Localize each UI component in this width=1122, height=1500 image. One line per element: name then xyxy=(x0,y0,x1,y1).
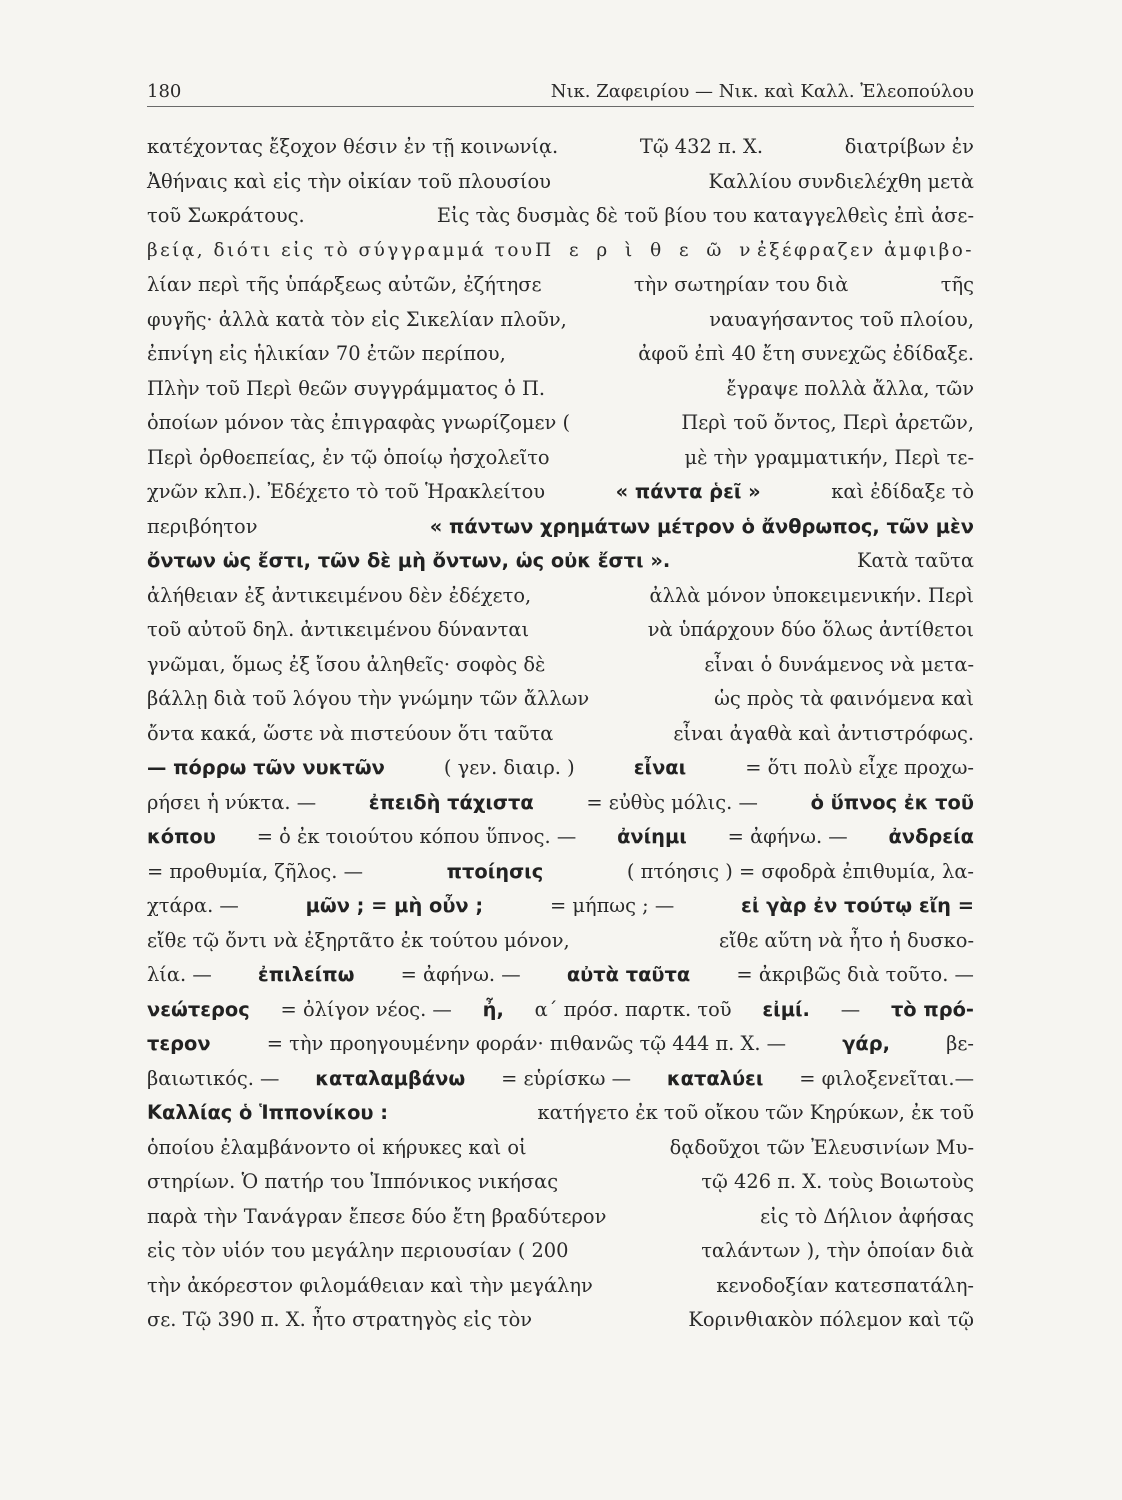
glossary-line xyxy=(147,924,974,959)
text-run: τὴν ἀκόρεστον φιλομάθειαν καὶ τὴν μεγάλην xyxy=(147,1273,593,1297)
text-run: ὁποίου ἐλαμβάνοντο οἱ κήρυκες καὶ οἱ xyxy=(147,1135,527,1159)
text-line xyxy=(147,406,974,441)
bold-term: νεώτερος xyxy=(147,997,250,1021)
text-run: Ἀθήναις καὶ εἰς τὴν οἰκίαν τοῦ πλουσίου xyxy=(147,169,551,193)
text-run: Καλλίου συνδιελέχθη μετὰ xyxy=(708,169,974,193)
text-line xyxy=(147,130,974,165)
text-line xyxy=(147,1269,974,1304)
bold-term: πτοίησις xyxy=(446,859,544,883)
text-line xyxy=(147,648,974,683)
text-line xyxy=(147,544,974,579)
text-run: τῷ 426 π. Χ. τοὺς Βοιωτοὺς xyxy=(701,1170,974,1193)
bold-term: « πάντα ῥεῖ » xyxy=(615,480,761,503)
bold-term: καταλαμβάνω xyxy=(315,1066,466,1090)
text-line xyxy=(147,234,974,269)
text-run: στηρίων. Ὁ πατήρ του Ἱππόνικος νικήσας xyxy=(147,1170,559,1193)
text-run: ἀφοῦ ἐπὶ 40 ἔτη συνεχῶς ἐδίδαξε. xyxy=(638,342,974,365)
text-run: Περὶ τοῦ ὄντος, Περὶ ἀρετῶν, xyxy=(681,411,974,434)
glossary-line xyxy=(147,889,974,924)
text-line xyxy=(147,579,974,614)
text-line xyxy=(147,1096,974,1131)
bold-term: εἰμί. xyxy=(762,997,810,1021)
text-run: ὡς πρὸς τὰ φαινόμενα καὶ xyxy=(714,687,974,710)
text-line xyxy=(147,510,974,545)
text-run: ( γεν. διαιρ. ) xyxy=(443,756,575,779)
glossary-line xyxy=(147,993,974,1028)
text-run: = ἀφήνω. — xyxy=(727,825,848,848)
glossary-line xyxy=(147,1062,974,1097)
bold-term: αὐτὰ ταῦτα xyxy=(566,963,691,986)
glossary-line xyxy=(147,786,974,821)
text-line xyxy=(147,441,974,476)
text-run: τοῦ αὐτοῦ δηλ. ἀντικειμένου δύνανται xyxy=(147,618,530,641)
text-run: φυγῆς· ἀλλὰ κατὰ τὸν εἰς Σικελίαν πλοῦν, xyxy=(147,307,567,331)
text-run: βαιωτικός. — xyxy=(147,1066,280,1090)
bold-term: εἶναι xyxy=(633,756,687,779)
text-run: τοῦ Σωκράτους. xyxy=(147,204,305,227)
bold-term: ὄντων ὡς ἔστι, τῶν δὲ μὴ ὄντων, ὡς οὐκ ἔστι ». xyxy=(147,549,671,572)
bold-term: τερον xyxy=(147,1032,211,1055)
text-run: = ἀκριβῶς διὰ τοῦτο. — xyxy=(736,963,974,986)
text-line xyxy=(147,682,974,717)
text-run: ἐπνίγη εἰς ἡλικίαν 70 ἐτῶν περίπου, xyxy=(147,342,506,365)
bold-term: Καλλίας ὁ Ἱππονίκου : xyxy=(147,1101,389,1124)
text-run: κενοδοξίαν κατεσπατάλη- xyxy=(716,1273,974,1297)
text-run: = μήπως ; — xyxy=(549,894,675,917)
bold-term: μῶν ; = μὴ οὖν ; xyxy=(305,894,484,917)
text-line xyxy=(147,372,974,407)
text-run: = τὴν προηγουμένην φοράν· πιθανῶς τῷ 444 π. Χ. — xyxy=(266,1032,787,1055)
text-run: κατέχοντας ἔξοχον θέσιν ἐν τῇ κοινωνίᾳ. xyxy=(147,135,559,158)
page-number: 180 xyxy=(147,81,182,102)
text-run: = εὑρίσκω — xyxy=(501,1066,632,1090)
text-run: τῆς xyxy=(940,273,974,296)
text-run: Τῷ 432 π. Χ. xyxy=(639,135,764,158)
text-run: ἀλήθειαν ἐξ ἀντικειμένου δὲν ἐδέχετο, xyxy=(147,583,532,607)
text-run: λία. — xyxy=(147,963,212,986)
spaced-title: Π ε ρ ὶ θ ε ῶ ν xyxy=(535,239,757,261)
bold-term: καταλύει xyxy=(666,1066,764,1090)
text-run: ὄντα κακά, ὥστε νὰ πιστεύουν ὅτι ταῦτα xyxy=(147,721,554,745)
main-text xyxy=(147,130,974,1338)
text-run: = εὐθὺς μόλις. — xyxy=(586,790,758,814)
text-run: παρὰ τὴν Τανάγραν ἔπεσε δύο ἔτη βραδύτερον xyxy=(147,1204,607,1228)
text-run: λίαν περὶ τῆς ὑπάρξεως αὐτῶν, ἐζήτησε xyxy=(147,273,542,296)
text-run: γνῶμαι, ὅμως ἐξ ἴσου ἀληθεῖς· σοφὸς δὲ xyxy=(147,652,546,676)
text-run: χτάρα. — xyxy=(147,894,239,917)
text-run: Κατὰ ταῦτα xyxy=(857,549,974,572)
text-run: χνῶν κλπ.). Ἐδέχετο τὸ τοῦ Ἡρακλείτου xyxy=(147,480,546,503)
text-run: = προθυμία, ζῆλος. — xyxy=(147,859,363,883)
text-run: ( πτόησις ) = σφοδρὰ ἐπιθυμία, λα- xyxy=(626,859,974,883)
bold-term: — πόρρω τῶν νυκτῶν xyxy=(147,756,385,779)
text-run: Περὶ ὀρθοεπείας, ἐν τῷ ὁποίῳ ἠσχολεῖτο xyxy=(147,445,550,469)
text-run: εἶναι ὁ δυνάμενος νὰ μετα- xyxy=(704,652,974,676)
glossary-line xyxy=(147,820,974,855)
bold-term: ἀνίημι xyxy=(617,825,687,848)
text-run: εἰς τὸν υἱόν του μεγάλην περιουσίαν ( 200 xyxy=(147,1239,569,1262)
text-run: καὶ ἐδίδαξε τὸ xyxy=(831,480,974,503)
glossary-line xyxy=(147,751,974,786)
running-header xyxy=(147,76,974,107)
bold-term: ἐπειδὴ τάχιστα xyxy=(368,790,534,814)
text-line xyxy=(147,613,974,648)
text-line xyxy=(147,1165,974,1200)
bold-term: ἀνδρεία xyxy=(888,825,974,848)
text-line xyxy=(147,199,974,234)
text-run: περιβόητον xyxy=(147,514,258,538)
text-run: = φιλοξενεῖται.— xyxy=(799,1066,974,1090)
text-line xyxy=(147,303,974,338)
bold-term: εἰ γὰρ ἐν τούτῳ εἴη = xyxy=(741,894,974,917)
text-line xyxy=(147,165,974,200)
text-run: βε- xyxy=(946,1032,974,1055)
text-run: ἐξέφραζεν ἀμφιβο- xyxy=(756,239,974,261)
text-run: δᾳδοῦχοι τῶν Ἐλευσινίων Μυ- xyxy=(669,1135,974,1159)
text-run: διατρίβων ἐν xyxy=(844,135,974,158)
text-run: ὁποίων μόνον τὰς ἐπιγραφὰς γνωρίζομεν ( xyxy=(147,411,571,434)
text-run: = ὅτι πολὺ εἶχε προχω- xyxy=(745,756,974,779)
text-run: = ὁ ἐκ τοιούτου κόπου ὕπνος. — xyxy=(256,825,577,848)
glossary-line xyxy=(147,958,974,993)
text-line xyxy=(147,1303,974,1338)
text-line xyxy=(147,1131,974,1166)
text-line xyxy=(147,337,974,372)
text-line xyxy=(147,1234,974,1269)
text-run: βάλλῃ διὰ τοῦ λόγου τὴν γνώμην τῶν ἄλλων xyxy=(147,687,590,710)
text-run: = ἀφήνω. — xyxy=(400,963,521,986)
bold-term: ἐπιλείπω xyxy=(257,963,355,986)
text-run: = ὀλίγον νέος. — xyxy=(280,997,452,1021)
text-run: α΄ πρόσ. παρτκ. τοῦ xyxy=(534,997,732,1021)
glossary-line xyxy=(147,855,974,890)
text-run: μὲ τὴν γραμματικήν, Περὶ τε- xyxy=(684,445,974,469)
running-title: Νικ. Ζαφειρίου — Νικ. καὶ Καλλ. Ἐλεοπούλου xyxy=(550,81,974,102)
text-run: κατήγετο ἐκ τοῦ οἴκου τῶν Κηρύκων, ἐκ τοῦ xyxy=(537,1101,974,1124)
bold-term: ὁ ὕπνος ἐκ τοῦ xyxy=(810,790,974,814)
text-run: ρήσει ἡ νύκτα. — xyxy=(147,790,317,814)
text-run: εἴθε αὕτη νὰ ἦτο ἡ δυσκο- xyxy=(719,928,974,952)
text-line xyxy=(147,268,974,303)
text-run: σε. Τῷ 390 π. Χ. ἦτο στρατηγὸς εἰς τὸν xyxy=(147,1308,533,1331)
text-run: ἀλλὰ μόνον ὑποκειμενικήν. Περὶ xyxy=(649,583,974,607)
text-run: τὴν σωτηρίαν του διὰ xyxy=(633,273,849,296)
text-run: Πλὴν τοῦ Περὶ θεῶν συγγράμματος ὁ Π. xyxy=(147,376,546,400)
text-run: Εἰς τὰς δυσμὰς δὲ τοῦ βίου του καταγγελθεὶς ἐπὶ ἀσε- xyxy=(436,204,974,227)
bold-term: ἦ, xyxy=(482,997,504,1021)
text-run: Κορινθιακὸν πόλεμον καὶ τῷ xyxy=(688,1308,974,1331)
bold-term: τὸ πρό- xyxy=(890,997,974,1021)
text-line xyxy=(147,717,974,752)
text-run: εἰς τὸ Δήλιον ἀφήσας xyxy=(760,1204,974,1228)
text-line xyxy=(147,1200,974,1235)
text-run: ναυαγήσαντος τοῦ πλοίου, xyxy=(709,307,974,331)
text-run: βείᾳ, διότι εἰς τὸ σύγγραμμά του xyxy=(147,239,535,261)
text-run: εἴθε τῷ ὄντι νὰ ἐξηρτᾶτο ἐκ τούτου μόνον, xyxy=(147,928,570,952)
text-line xyxy=(147,475,974,510)
text-run: νὰ ὑπάρχουν δύο ὅλως ἀντίθετοι xyxy=(647,618,974,641)
bold-term: γάρ, xyxy=(842,1032,890,1055)
bold-term: κόπου xyxy=(147,825,216,848)
text-run: — xyxy=(840,997,861,1021)
text-run: εἶναι ἀγαθὰ καὶ ἀντιστρόφως. xyxy=(673,721,974,745)
glossary-line xyxy=(147,1027,974,1062)
text-run: ἔγραψε πολλὰ ἄλλα, τῶν xyxy=(726,376,974,400)
bold-term: « πάντων χρημάτων μέτρον ὁ ἄνθρωπος, τῶν μὲν xyxy=(429,514,974,538)
text-run: ταλάντων ), τὴν ὁποίαν διὰ xyxy=(701,1239,974,1262)
